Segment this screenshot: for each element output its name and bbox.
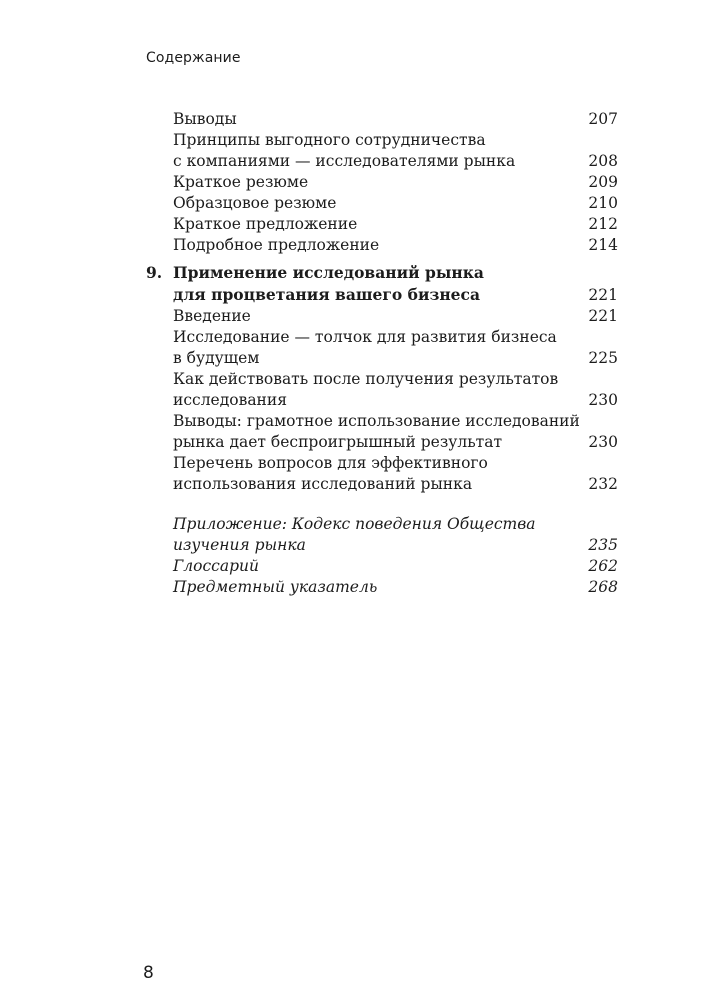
toc-entry-page: 221 <box>588 307 618 325</box>
toc-entry <box>173 305 618 327</box>
toc-entry-title: Глоссарий <box>173 557 259 575</box>
chapter-page: 221 <box>588 286 618 304</box>
toc-entry-page: 210 <box>588 194 618 212</box>
toc-entry-page: 209 <box>588 173 618 191</box>
toc-entry-page: 225 <box>588 349 618 367</box>
toc-entry-page: 230 <box>588 433 618 451</box>
toc-entry-page: 207 <box>588 110 618 128</box>
toc-entry-title: рынка дает беспроигрышный результат <box>173 433 503 451</box>
toc-entry <box>173 150 618 172</box>
toc-entry <box>173 452 618 474</box>
toc-entry <box>173 326 618 348</box>
chapter-title-line: для процветания вашего бизнеса <box>173 285 481 304</box>
toc-entry <box>173 347 618 369</box>
toc-entry-title: использования исследований рынка <box>173 475 473 493</box>
toc-entry-title: Выводы: грамотное использование исследований <box>173 412 580 430</box>
page-number: 8 <box>143 963 154 983</box>
toc-entry-title: Выводы <box>173 110 237 128</box>
toc-entry <box>173 431 618 453</box>
toc-entry-title: Введение <box>173 307 251 325</box>
toc-entry-title: в будущем <box>173 349 260 367</box>
toc-entry-title: Как действовать после получения результатов <box>173 370 559 388</box>
toc-entry-title: исследования <box>173 391 287 409</box>
toc-entry <box>173 368 618 390</box>
chapter-title <box>173 262 618 284</box>
toc-entry-title: с компаниями — исследователями рынка <box>173 152 516 170</box>
chapter-title <box>173 284 618 306</box>
toc-entry-title: Перечень вопросов для эффективного <box>173 454 488 472</box>
toc-entry <box>173 192 618 214</box>
toc-entry <box>173 171 618 193</box>
toc-entry-page: 208 <box>588 152 618 170</box>
chapter-title-line: Применение исследований рынка <box>173 263 484 282</box>
toc-entry-title: Приложение: Кодекс поведения Общества <box>173 515 536 533</box>
toc-entry-page: 214 <box>588 236 618 254</box>
toc-entry-title: Краткое резюме <box>173 173 309 191</box>
toc-entry-title: Подробное предложение <box>173 236 380 254</box>
toc-entry-page: 232 <box>588 475 618 493</box>
toc-entry-page: 230 <box>588 391 618 409</box>
running-head: Содержание <box>146 50 241 66</box>
toc-entry <box>173 534 618 556</box>
toc-entry <box>173 234 618 256</box>
toc-entry <box>173 213 618 235</box>
toc-entry-title: Принципы выгодного сотрудничества <box>173 131 486 149</box>
toc-entry <box>173 410 618 432</box>
toc-entry-title: Предметный указатель <box>173 578 378 596</box>
toc-entry <box>173 513 618 535</box>
chapter-number: 9. <box>146 263 163 282</box>
toc-entry-title: Исследование — толчок для развития бизнеса <box>173 328 557 346</box>
toc-entry-page: 262 <box>588 557 618 575</box>
toc-entry-page: 235 <box>588 536 618 554</box>
toc-entry-page: 212 <box>588 215 618 233</box>
toc-entry-page: 268 <box>588 578 618 596</box>
toc-entry <box>173 108 618 130</box>
toc-entry-title: Образцовое резюме <box>173 194 337 212</box>
toc-entry <box>173 129 618 151</box>
toc-entry <box>173 389 618 411</box>
toc-entry <box>173 576 618 598</box>
toc-entry-title: Краткое предложение <box>173 215 358 233</box>
toc-entry <box>173 473 618 495</box>
toc-entry-title: изучения рынка <box>173 536 306 554</box>
toc-entry <box>173 555 618 577</box>
